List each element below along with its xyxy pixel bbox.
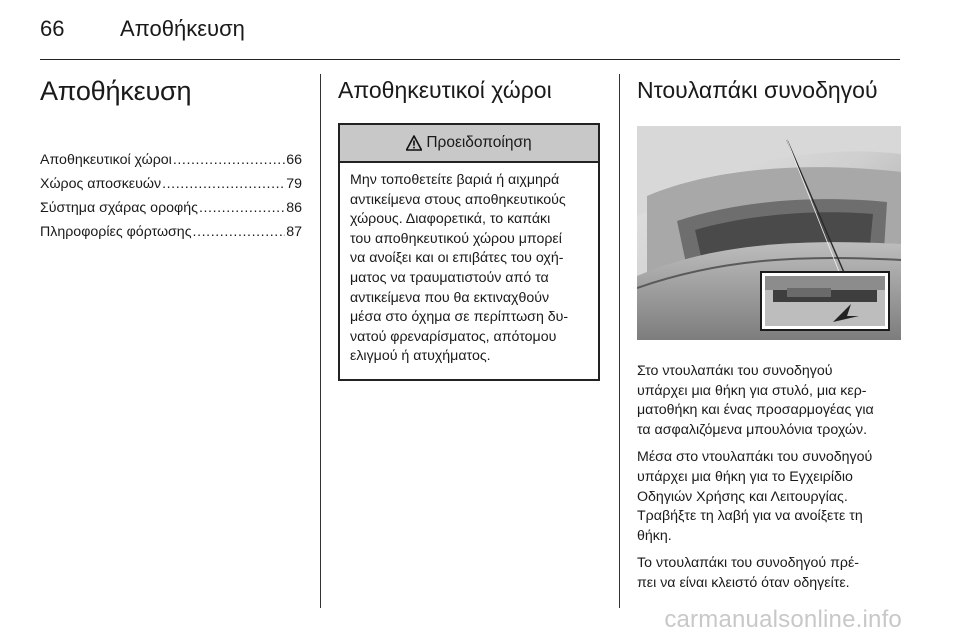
warning-line: ματος να τραυματιστούν από τα xyxy=(350,269,549,286)
glovebox-section xyxy=(637,74,901,594)
warning-line: Μην τοποθετείτε βαριά ή αιχμηρά xyxy=(350,172,560,188)
warning-line: χώρους. Διαφορετικά, το καπάκι xyxy=(350,211,551,228)
toc-entry[interactable] xyxy=(40,172,302,196)
paragraph xyxy=(637,554,901,593)
watermark: carmanualsonline.info xyxy=(664,606,902,633)
toc-entry-page: 86 xyxy=(286,200,302,216)
toc-entry-label: Σύστημα σχάρας οροφής xyxy=(40,200,198,216)
toc-entry[interactable] xyxy=(40,148,302,172)
toc-entry-page: 66 xyxy=(286,152,302,168)
page-header xyxy=(40,16,245,46)
toc-entry-page: 87 xyxy=(286,224,302,240)
toc-leader xyxy=(173,148,285,172)
toc-entry-label: Αποθηκευτικοί χώροι xyxy=(40,152,172,168)
text-line: Στο ντουλαπάκι του συνοδηγού xyxy=(637,363,833,379)
page-number: 66 xyxy=(40,16,65,41)
warning-line: αντικείμενα στους αποθηκευτικούς xyxy=(350,191,566,208)
column-divider xyxy=(320,74,321,608)
glovebox-photo xyxy=(637,126,901,340)
warning-line: ελιγμού ή ατυχήματος. xyxy=(350,348,491,365)
warning-line: να ανοίξει και οι επιβάτες του οχή- xyxy=(350,250,564,267)
toc-entry-label: Χώρος αποσκευών xyxy=(40,176,162,192)
chapter-contents xyxy=(40,74,302,244)
toc-entry-label: Πληροφορίες φόρτωσης xyxy=(40,224,192,240)
warning-header xyxy=(340,125,598,163)
text-line: Το ντουλαπάκι του συνοδηγού πρέ- xyxy=(637,555,860,572)
text-line: Τραβήξτε τη λαβή για να ανοίξετε τη xyxy=(637,508,863,525)
toc-entry[interactable] xyxy=(40,220,302,244)
text-line: θήκη. xyxy=(637,527,672,544)
table-of-contents xyxy=(40,148,302,244)
storage-compartments-section xyxy=(338,74,600,381)
warning-line: αντικείμενα που θα εκτιναχθούν xyxy=(350,289,550,306)
paragraph xyxy=(637,362,901,440)
text-line: υπάρχει μια θήκη για το Εγχειρίδιο xyxy=(637,468,853,485)
text-line: Οδηγιών Χρήσης και Λειτουργίας. xyxy=(637,488,848,505)
text-line: πει να είναι κλειστό όταν οδηγείτε. xyxy=(637,574,850,591)
text-line: ματοθήκη και ένας προσαρμογέας για xyxy=(637,402,874,419)
column-divider xyxy=(619,74,620,608)
toc-leader xyxy=(162,172,285,196)
chapter-title: Αποθήκευση xyxy=(40,76,192,106)
warning-line: του αποθηκευτικού χώρου μπορεί xyxy=(350,230,562,247)
text-line: τα ασφαλιζόμενα μπουλόνια τροχών. xyxy=(637,421,868,438)
section-title: Αποθηκευτικοί χώροι xyxy=(338,77,552,103)
toc-entry-page: 79 xyxy=(286,176,302,192)
warning-text xyxy=(340,163,598,379)
toc-entry[interactable] xyxy=(40,196,302,220)
toc-leader xyxy=(199,196,285,220)
text-line: υπάρχει μια θήκη για στυλό, μια κερ- xyxy=(637,382,867,399)
section-title: Ντουλαπάκι συνοδηγού xyxy=(637,77,878,103)
warning-triangle-icon xyxy=(406,135,422,151)
warning-line: νατού φρεναρίσματος, απότομου xyxy=(350,328,557,345)
paragraph xyxy=(637,448,901,546)
warning-line: μέσα στο όχημα σε περίπτωση δυ- xyxy=(350,309,569,326)
warning-box xyxy=(338,123,600,381)
running-title: Αποθήκευση xyxy=(120,16,245,41)
text-line: Μέσα στο ντουλαπάκι του συνοδηγού xyxy=(637,449,873,466)
warning-heading: Προειδοποίηση xyxy=(426,134,532,151)
toc-leader xyxy=(193,220,286,244)
header-rule xyxy=(40,59,900,60)
